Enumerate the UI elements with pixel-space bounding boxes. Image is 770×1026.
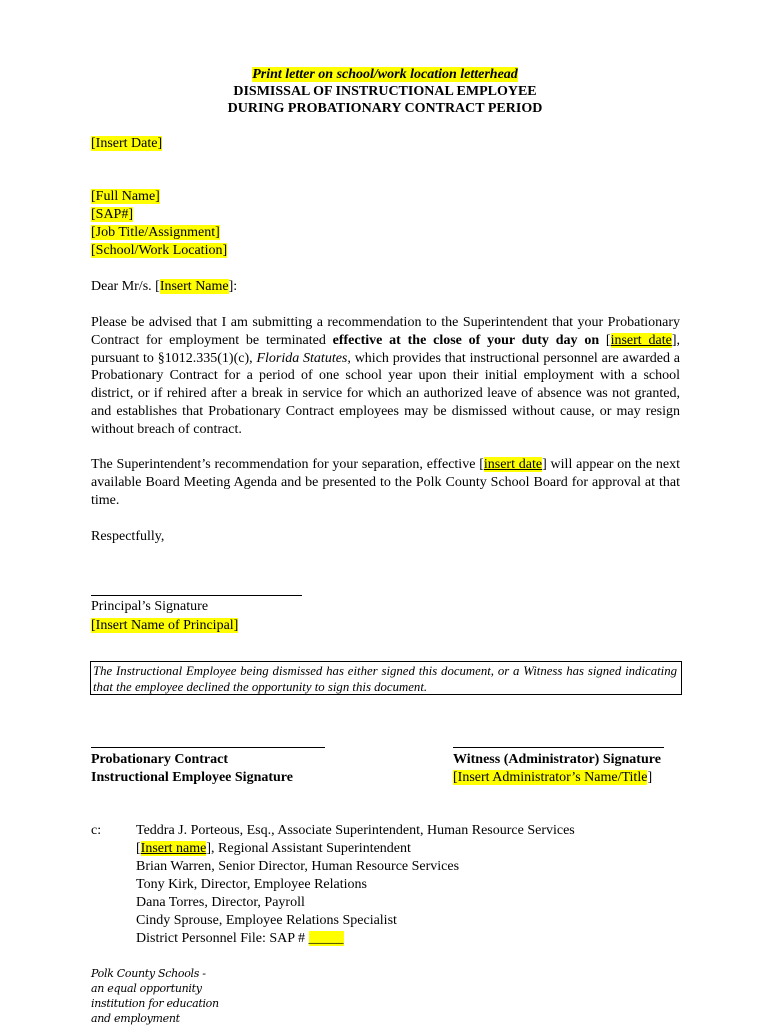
principal-name-placeholder: [Insert Name of Principal] bbox=[91, 618, 239, 633]
address-job-title: [Job Title/Assignment] bbox=[91, 225, 220, 240]
cc-item: [Insert name], Regional Assistant Superintendent bbox=[136, 841, 411, 856]
body-paragraph-2: The Superintendent’s recommendation for your separation, effective [insert date] will appear on the next available Board Meeting Agenda and be presented to the Polk County School Board for approval at that time. bbox=[91, 457, 681, 508]
cc-item: Tony Kirk, Director, Employee Relations bbox=[136, 877, 367, 892]
principal-signature-line bbox=[91, 595, 302, 596]
document-title-line1: DISMISSAL OF INSTRUCTIONAL EMPLOYEE bbox=[233, 84, 537, 99]
cc-item: Brian Warren, Senior Director, Human Resource Services bbox=[136, 859, 460, 874]
employee-signature-label-1: Probationary Contract bbox=[91, 752, 228, 767]
signature-notice-box: The Instructional Employee being dismissed has either signed this document, or a Witness has signed indicating that the employee declined the opportunity to sign this document. bbox=[90, 661, 682, 695]
cc-item: Dana Torres, Director, Payroll bbox=[136, 895, 305, 910]
witness-name-placeholder: [Insert Administrator’s Name/Title] bbox=[453, 770, 653, 785]
footer-equal-opportunity: Polk County Schools - an equal opportunity institution for education and employment bbox=[91, 967, 219, 1025]
cc-item: Cindy Sprouse, Employee Relations Specialist bbox=[136, 913, 397, 928]
employee-signature-label-2: Instructional Employee Signature bbox=[91, 770, 293, 785]
address-full-name: [Full Name] bbox=[91, 189, 160, 204]
body-paragraph-1: Please be advised that I am submitting a recommendation to the Superintendent that your Probationary Contract for employment be terminated effective at the close of your duty day on [insert date], pursuant to §1012.335(1)(c), Florida Statutes, which provides that instructional personnel are awarded a Probationary Contract for a period of one school year upon their initial employment with a school district, or if rehired after a break in service for which an authorized leave of absence was not granted, and establishes that Probationary Contract employees may be dismissed without cause, or may resign without breach of contract. bbox=[91, 315, 680, 437]
witness-signature-label: Witness (Administrator) Signature bbox=[453, 752, 661, 767]
employee-signature-line bbox=[91, 747, 325, 748]
address-sap: [SAP#] bbox=[91, 207, 134, 222]
cc-item: Teddra J. Porteous, Esq., Associate Superintendent, Human Resource Services bbox=[136, 823, 575, 838]
closing: Respectfully, bbox=[91, 529, 165, 544]
witness-signature-line bbox=[453, 747, 664, 748]
document-title-line2: DURING PROBATIONARY CONTRACT PERIOD bbox=[227, 101, 543, 116]
letterhead-note: Print letter on school/work location letterhead bbox=[252, 67, 518, 82]
cc-item: District Personnel File: SAP # _____ bbox=[136, 931, 344, 946]
salutation: Dear Mr/s. [Insert Name]: bbox=[91, 279, 238, 294]
cc-label: c: bbox=[91, 823, 102, 838]
address-location: [School/Work Location] bbox=[91, 243, 228, 258]
date-placeholder: [Insert Date] bbox=[91, 136, 163, 151]
principal-signature-label: Principal’s Signature bbox=[91, 599, 209, 614]
